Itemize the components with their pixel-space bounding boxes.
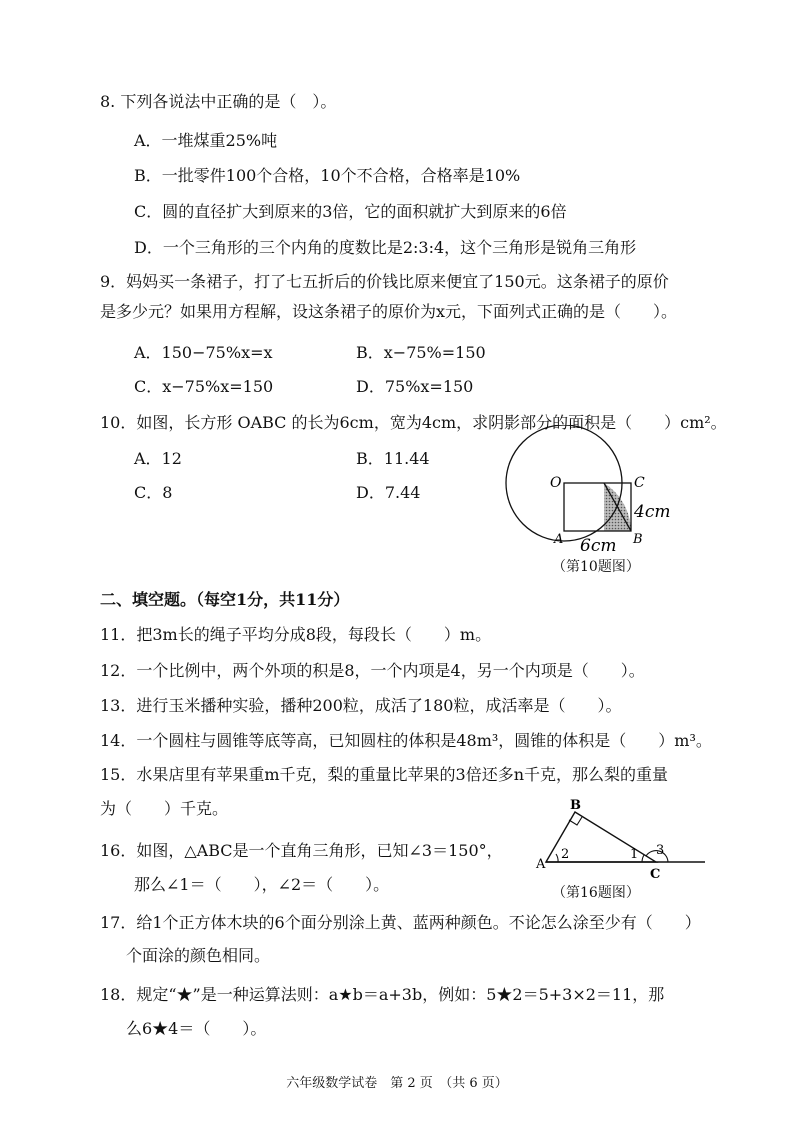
label-b: B — [633, 532, 643, 547]
q10-option-d: D．7.44 — [356, 483, 421, 502]
q10-figure — [500, 425, 720, 555]
q10-option-a: A．12 — [134, 449, 182, 468]
q18-line2: 么6★4＝（ ）。 — [126, 1019, 267, 1038]
angle3-label: 3 — [656, 843, 665, 858]
q16-figure — [530, 798, 710, 883]
q17-line1: 17．给1个正方体木块的6个面分别涂上黄、蓝两种颜色。不论怎么涂至少有（ ） — [100, 913, 701, 932]
q18-line1: 18．规定“★”是一种运算法则：a★b＝a+3b，例如：5★2＝5+3×2＝11，那 — [100, 985, 665, 1004]
page-footer: 六年级数学试卷 第 2 页 （共 6 页） — [286, 1076, 508, 1091]
q16-figure-caption: （第16题图） — [552, 885, 640, 901]
q15-line2: 为（ ）千克。 — [100, 799, 229, 818]
label-c: C — [650, 867, 661, 882]
angle1-label: 1 — [630, 847, 639, 862]
q16-line1: 16．如图，△ABC是一个直角三角形，已知∠3＝150°， — [100, 841, 503, 860]
q12-text: 12．一个比例中，两个外项的积是8，一个内项是4，另一个内项是（ ）。 — [100, 661, 645, 680]
q8-option-a: A．一堆煤重25%吨 — [134, 131, 278, 150]
q9-option-a: A．150−75%x=x — [134, 343, 273, 362]
label-b: B — [570, 798, 581, 813]
q8-option-c: C．圆的直径扩大到原来的3倍，它的面积就扩大到原来的6倍 — [134, 202, 567, 221]
section2-title: 二、填空题。（每空1分，共11分） — [100, 590, 350, 609]
q8-stem: 8. 下列各说法中正确的是（ ）。 — [100, 92, 337, 111]
q15-line1: 15．水果店里有苹果重m千克，梨的重量比苹果的3倍还多n千克，那么梨的重量 — [100, 765, 669, 784]
q9-option-c: C．x−75%x=150 — [134, 377, 274, 396]
q8-option-d: D．一个三角形的三个内角的度数比是2:3:4，这个三角形是锐角三角形 — [134, 238, 637, 257]
label-width: 4cm — [634, 502, 671, 522]
q9-stem-line1: 9．妈妈买一条裙子，打了七五折后的价钱比原来便宜了150元。这条裙子的原价 — [100, 272, 669, 291]
q8-option-b: B．一批零件100个合格，10个不合格，合格率是10% — [134, 166, 521, 185]
q10-figure-caption: （第10题图） — [552, 559, 640, 575]
q13-text: 13．进行玉米播种实验，播种200粒，成活了180粒，成活率是（ ）。 — [100, 696, 622, 715]
q14-text: 14．一个圆柱与圆锥等底等高，已知圆柱的体积是48m³，圆锥的体积是（ ）m³。 — [100, 731, 712, 750]
q9-option-b: B．x−75%=150 — [356, 343, 486, 362]
q9-stem-line2: 是多少元？如果用方程解，设这条裙子的原价为x元，下面列式正确的是（ ）。 — [100, 302, 678, 321]
q17-line2: 个面涂的颜色相同。 — [126, 946, 271, 965]
q10-option-c: C．8 — [134, 483, 173, 502]
q10-option-b: B．11.44 — [356, 449, 430, 468]
label-a: A — [536, 857, 546, 872]
label-o: O — [550, 475, 562, 491]
q9-option-d: D．75%x=150 — [356, 377, 474, 396]
angle2-label: 2 — [561, 847, 570, 862]
label-c: C — [634, 475, 645, 491]
q16-line2: 那么∠1＝（ ），∠2＝（ ）。 — [134, 875, 390, 894]
q11-text: 11．把3m长的绳子平均分成8段，每段长（ ）m。 — [100, 625, 492, 644]
q10-stem: 10．如图，长方形 OABC 的长为6cm，宽为4cm，求阴影部分的面积是（ ）cm²。 — [100, 413, 727, 432]
label-length: 6cm — [580, 536, 617, 555]
label-a: A — [554, 532, 564, 547]
